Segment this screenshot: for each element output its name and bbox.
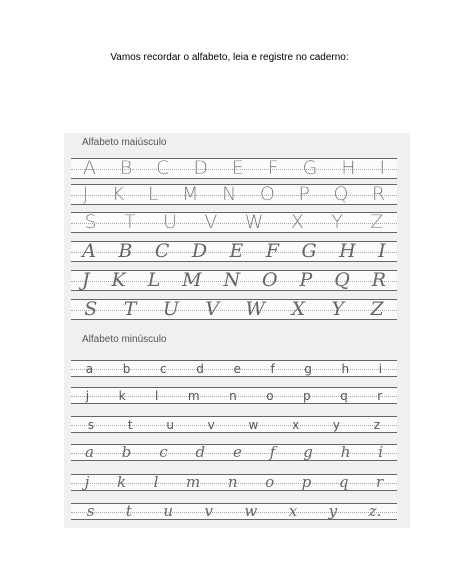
letter: K [111, 269, 126, 291]
letter: B [118, 240, 133, 262]
letter: k [117, 473, 127, 491]
letter: H [339, 240, 356, 262]
letter: Q [334, 269, 350, 291]
letter: g [303, 443, 313, 461]
letter: M [182, 269, 202, 291]
letter: m [186, 473, 201, 491]
letter: J [81, 269, 90, 291]
lowercase-print-row-3 [71, 416, 397, 433]
lowercase-print-row-1 [71, 360, 397, 377]
letter: g [304, 361, 312, 376]
letter: B [119, 157, 133, 179]
letter: N [222, 183, 237, 205]
letter: v [204, 502, 213, 520]
letter: s [87, 417, 95, 432]
letter: D [193, 157, 208, 179]
letter: U [163, 211, 177, 233]
letter: V [204, 211, 218, 233]
letter: I [378, 240, 386, 262]
letter: W [245, 298, 266, 320]
letter: O [262, 269, 278, 291]
letter: d [196, 361, 204, 376]
lowercase-cursive-row-3 [71, 503, 397, 520]
letter: t [127, 417, 133, 432]
letter: G [301, 240, 317, 262]
letter: o [266, 388, 274, 403]
letter: V [205, 298, 220, 320]
letter: M [182, 183, 199, 205]
letter: w [248, 417, 259, 432]
letter: J [82, 183, 89, 205]
letter: b [121, 443, 132, 461]
uppercase-print-row-2 [71, 184, 397, 205]
letter: R [371, 183, 386, 205]
letter: z [373, 417, 381, 432]
letter: h [340, 443, 351, 461]
letter: e [233, 443, 242, 461]
letter: S [84, 211, 97, 233]
letter: A [82, 157, 96, 179]
letter: j [84, 473, 90, 491]
letter: b [122, 361, 131, 376]
letter: X [291, 298, 306, 320]
uppercase-section-title: Alfabeto maiúsculo [82, 137, 167, 148]
letter: i [378, 361, 383, 376]
uppercase-cursive-row-3 [71, 299, 397, 320]
letter: t [125, 502, 132, 520]
letter: Z [370, 298, 384, 320]
letter: y [332, 417, 341, 432]
letter: Y [331, 211, 343, 233]
letter: O [259, 183, 275, 205]
letter: l [153, 473, 159, 491]
letter: n [227, 473, 238, 491]
letter: Y [331, 298, 345, 320]
letter: P [299, 269, 313, 291]
letter: T [123, 298, 137, 320]
letter: h [341, 361, 350, 376]
letter: u [163, 502, 174, 520]
letter: C [154, 240, 170, 262]
letter: r [377, 388, 383, 403]
letter: Z [370, 211, 384, 233]
letter: w [244, 502, 258, 520]
letter: E [229, 240, 244, 262]
lowercase-cursive-row-2 [71, 474, 397, 491]
letter: A [82, 240, 96, 262]
letter: N [223, 269, 241, 291]
letter: v [207, 417, 215, 432]
letter: S [84, 298, 98, 320]
letter: m [187, 388, 200, 403]
uppercase-cursive-row-1 [71, 241, 397, 262]
letter: W [244, 211, 264, 233]
letter: j [85, 388, 90, 403]
alphabet-worksheet [64, 133, 410, 528]
letter: k [118, 388, 126, 403]
letter: x [288, 502, 298, 520]
letter: q [338, 473, 349, 491]
letter: K [111, 183, 125, 205]
letter: X [290, 211, 304, 233]
letter: a [85, 361, 94, 376]
letter: e [233, 361, 241, 376]
letter: x [292, 417, 300, 432]
letter: s [86, 502, 95, 520]
letter: c [159, 443, 168, 461]
letter: G [302, 157, 318, 179]
instruction-text: Vamos recordar o alfabeto, leia e registre no caderno: [110, 52, 349, 63]
letter: d [195, 443, 206, 461]
letter: z. [368, 502, 382, 520]
uppercase-cursive-row-2 [71, 270, 397, 291]
letter: U [162, 298, 179, 320]
letter: F [265, 240, 280, 262]
letter: p [301, 473, 312, 491]
letter: o [265, 473, 275, 491]
letter: L [147, 183, 159, 205]
lowercase-cursive-row-1 [71, 444, 397, 461]
uppercase-print-row-3 [71, 212, 397, 233]
letter: i [378, 443, 384, 461]
letter: T [124, 211, 136, 233]
letter: f [269, 443, 276, 461]
letter: F [267, 157, 279, 179]
letter: I [379, 157, 386, 179]
letter: a [84, 443, 94, 461]
letter: l [155, 388, 159, 403]
letter: q [340, 388, 348, 403]
letter: r [376, 473, 384, 491]
letter: f [270, 361, 275, 376]
letter: c [160, 361, 167, 376]
letter: R [371, 269, 387, 291]
lowercase-print-row-2 [71, 387, 397, 404]
letter: p [303, 388, 311, 403]
letter: H [341, 157, 356, 179]
letter: u [166, 417, 174, 432]
letter: n [229, 388, 237, 403]
uppercase-print-row-1 [71, 158, 397, 179]
letter: D [191, 240, 208, 262]
lowercase-section-title: Alfabeto minúsculo [82, 334, 167, 345]
letter: Q [333, 183, 349, 205]
letter: P [298, 183, 310, 205]
letter: E [231, 157, 244, 179]
letter: y [328, 502, 338, 520]
letter: L [147, 269, 161, 291]
letter: C [156, 157, 170, 179]
